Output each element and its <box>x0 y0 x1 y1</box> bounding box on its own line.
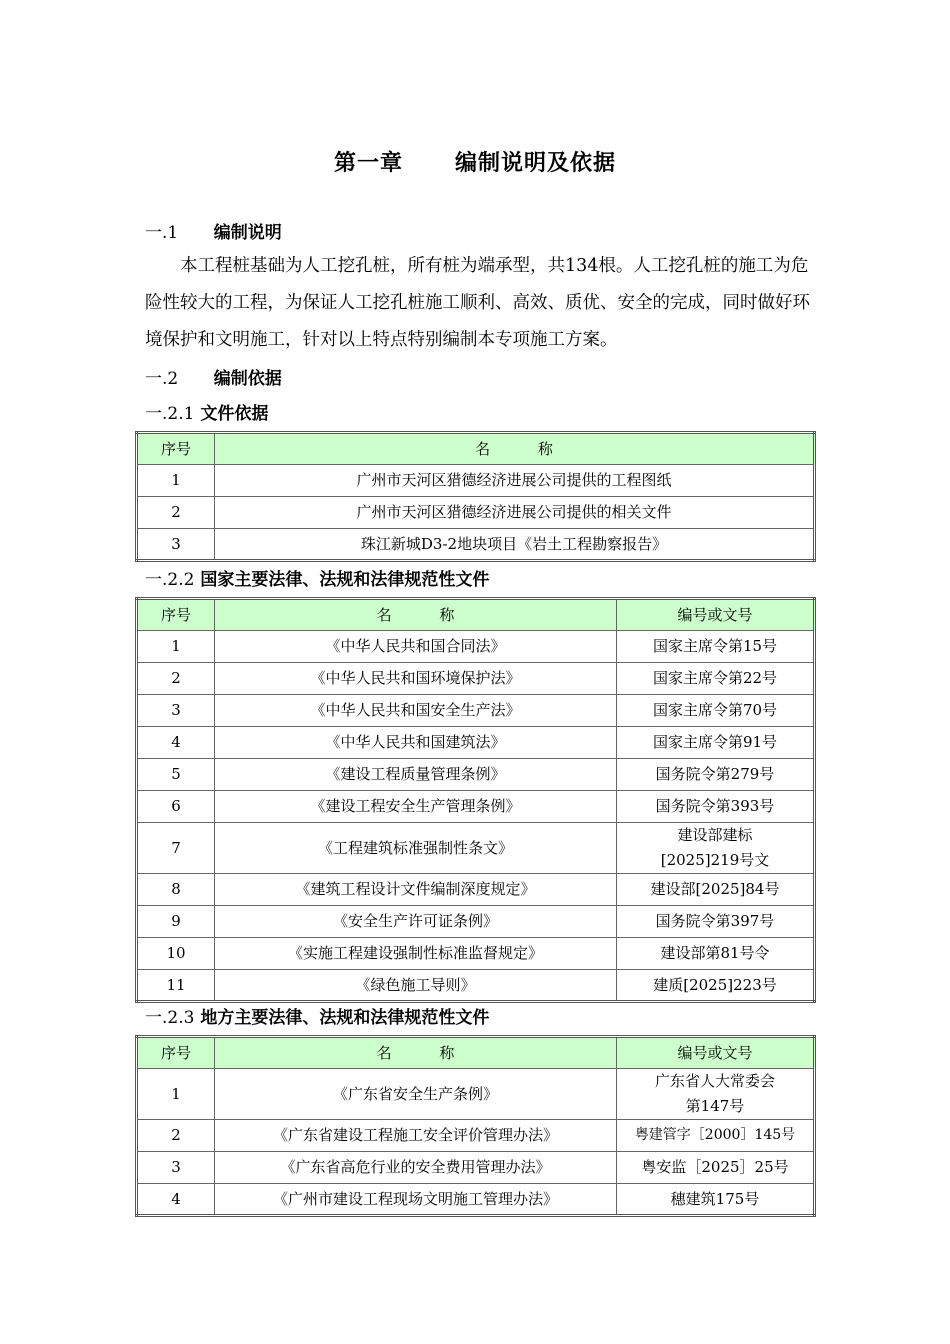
cell-no: 7 <box>137 823 215 874</box>
cell-no: 3 <box>137 529 215 561</box>
cell-no: 2 <box>137 497 215 529</box>
cell-name: 《绿色施工导则》 <box>215 970 617 1002</box>
cell-ref: 建设部第81号令 <box>617 938 815 970</box>
section-title: 文件依据 <box>200 404 269 424</box>
cell-no: 1 <box>137 631 215 663</box>
cell-ref: 国家主席令第91号 <box>617 727 815 759</box>
cell-ref: 建设部[2025]84号 <box>617 874 815 906</box>
cell-no: 6 <box>137 791 215 823</box>
cell-name: 《建设工程安全生产管理条例》 <box>215 791 617 823</box>
cell-ref: 国家主席令第22号 <box>617 663 815 695</box>
cell-no: 10 <box>137 938 215 970</box>
cell-name: 《建筑工程设计文件编制深度规定》 <box>215 874 617 906</box>
table-row <box>137 874 815 906</box>
cell-name: 《广州市建设工程现场文明施工管理办法》 <box>215 1184 617 1216</box>
section-heading-1-1 <box>145 218 282 243</box>
cell-ref: 国家主席令第15号 <box>617 631 815 663</box>
cell-ref <box>617 823 815 874</box>
table-row <box>137 695 815 727</box>
table-row <box>137 823 815 874</box>
section-number: 一.1 <box>145 223 179 243</box>
table-row <box>137 759 815 791</box>
cell-no: 1 <box>137 465 215 497</box>
table-row <box>137 663 815 695</box>
cell-no: 2 <box>137 663 215 695</box>
table-row <box>137 970 815 1002</box>
header-name: 名 称 <box>215 1037 617 1069</box>
cell-no: 9 <box>137 906 215 938</box>
cell-name: 《广东省安全生产条例》 <box>215 1069 617 1120</box>
cell-no: 8 <box>137 874 215 906</box>
documents-table <box>135 431 816 562</box>
header-name: 名 称 <box>215 599 617 631</box>
table-row <box>137 727 815 759</box>
table-row <box>137 529 815 561</box>
table-row <box>137 497 815 529</box>
section-title: 编制依据 <box>213 369 282 389</box>
cell-name: 广州市天河区猎德经济进展公司提供的相关文件 <box>215 497 815 529</box>
header-no: 序号 <box>137 433 215 465</box>
section-number: 一.2 <box>145 369 179 389</box>
table-row <box>137 1184 815 1216</box>
table-row <box>137 1152 815 1184</box>
cell-no: 2 <box>137 1120 215 1152</box>
cell-name: 《建设工程质量管理条例》 <box>215 759 617 791</box>
table-row <box>137 906 815 938</box>
section-heading-1-2-2 <box>145 565 489 590</box>
header-ref: 编号或文号 <box>617 599 815 631</box>
header-no: 序号 <box>137 1037 215 1069</box>
cell-no: 1 <box>137 1069 215 1120</box>
table-header-row <box>137 433 815 465</box>
table-row <box>137 1120 815 1152</box>
cell-ref: 国务院令第279号 <box>617 759 815 791</box>
cell-name: 《中华人民共和国建筑法》 <box>215 727 617 759</box>
cell-name: 《实施工程建设强制性标准监督规定》 <box>215 938 617 970</box>
header-no: 序号 <box>137 599 215 631</box>
section-heading-1-2-3 <box>145 1003 489 1028</box>
cell-no: 11 <box>137 970 215 1002</box>
section-number: 一.2.3 <box>145 1008 195 1028</box>
cell-ref-line: 广东省人大常委会 <box>654 1072 775 1090</box>
table-row <box>137 465 815 497</box>
cell-name: 《广东省高危行业的安全费用管理办法》 <box>215 1152 617 1184</box>
national-laws-table <box>135 597 816 1003</box>
table-header-row <box>137 1037 815 1069</box>
cell-ref <box>617 1069 815 1120</box>
section-number: 一.2.1 <box>145 404 195 424</box>
header-ref: 编号或文号 <box>617 1037 815 1069</box>
cell-name: 珠江新城D3-2地块项目《岩土工程勘察报告》 <box>215 529 815 561</box>
cell-name: 广州市天河区猎德经济进展公司提供的工程图纸 <box>215 465 815 497</box>
cell-ref: 国家主席令第70号 <box>617 695 815 727</box>
section-title: 国家主要法律、法规和法律规范性文件 <box>200 570 490 590</box>
intro-paragraph: 本工程桩基础为人工挖孔桩，所有桩为端承型，共134根。人工挖孔桩的施工为危险性较大的工程，为保证人工挖孔桩施工顺利、高效、质优、安全的完成，同时做好环境保护和文明施工，针对以上特点特别编制本专项施工方案。 <box>145 256 810 350</box>
section-heading-1-2-1 <box>145 399 268 424</box>
cell-ref-line: 第147号 <box>685 1097 745 1115</box>
cell-ref: 国务院令第397号 <box>617 906 815 938</box>
cell-no: 4 <box>137 727 215 759</box>
cell-no: 3 <box>137 1152 215 1184</box>
cell-no: 4 <box>137 1184 215 1216</box>
cell-name: 《中华人民共和国安全生产法》 <box>215 695 617 727</box>
section-number: 一.2.2 <box>145 570 195 590</box>
header-name: 名 称 <box>215 433 815 465</box>
section-heading-1-2 <box>145 364 282 389</box>
cell-name: 《工程建筑标准强制性条文》 <box>215 823 617 874</box>
local-laws-table <box>135 1035 816 1217</box>
cell-name: 《广东省建设工程施工安全评价管理办法》 <box>215 1120 617 1152</box>
cell-no: 3 <box>137 695 215 727</box>
section-title: 编制说明 <box>213 223 282 243</box>
table-row <box>137 938 815 970</box>
cell-no: 5 <box>137 759 215 791</box>
cell-ref-line: [2025]219号文 <box>660 851 770 869</box>
cell-name: 《安全生产许可证条例》 <box>215 906 617 938</box>
cell-name: 《中华人民共和国合同法》 <box>215 631 617 663</box>
section-title: 地方主要法律、法规和法律规范性文件 <box>200 1008 490 1028</box>
cell-ref: 穗建筑175号 <box>617 1184 815 1216</box>
table-row <box>137 1069 815 1120</box>
cell-ref-line: 建设部建标 <box>677 826 753 844</box>
cell-ref: 国务院令第393号 <box>617 791 815 823</box>
table-row <box>137 791 815 823</box>
page-title: 第一章 编制说明及依据 <box>334 151 616 176</box>
cell-name: 《中华人民共和国环境保护法》 <box>215 663 617 695</box>
cell-ref: 粤安监［2025］25号 <box>617 1152 815 1184</box>
table-header-row <box>137 599 815 631</box>
cell-ref: 粤建管字［2000］145号 <box>617 1120 815 1152</box>
cell-ref: 建质[2025]223号 <box>617 970 815 1002</box>
table-row <box>137 631 815 663</box>
